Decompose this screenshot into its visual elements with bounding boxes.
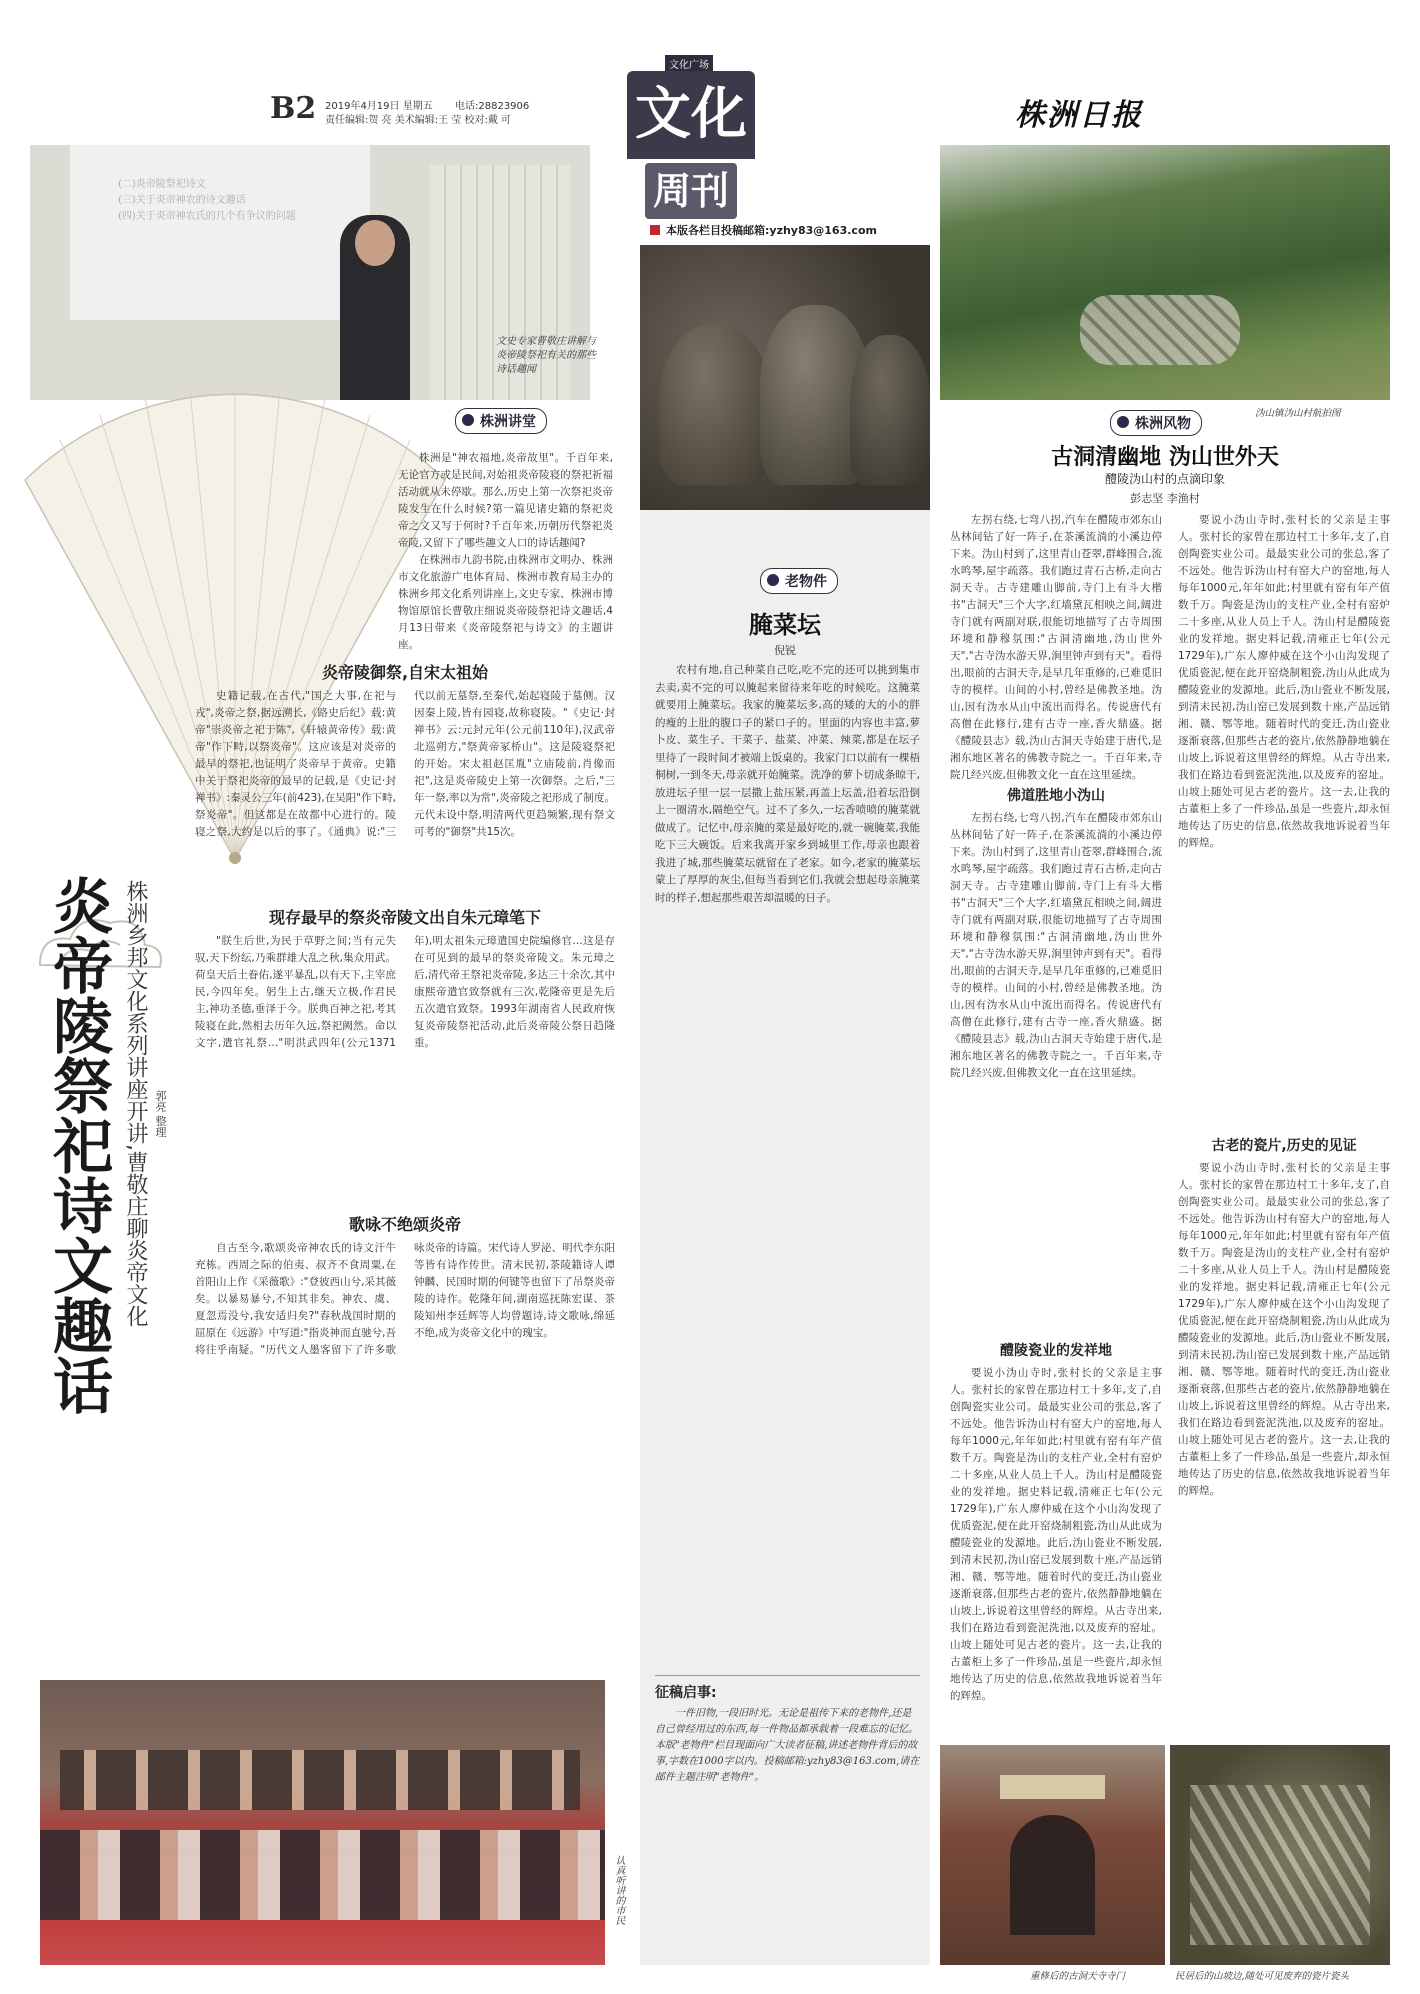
intro-paragraph: 株洲是"神农福地,炎帝故里"。千百年来,无论官方或是民间,对始祖炎帝陵寝的祭祀祈福活动就从未停歇。那么,历史上第一次祭祀炎帝陵发生在什么时候?第一篇见诸史籍的祭祀炎帝之文又写于何时?千百年来,历朝历代祭祀炎帝陵,又留下了哪些趣文人口的诗话趣闻? [398, 452, 613, 549]
body-paragraph: 农村有地,自己种菜自己吃,吃不完的还可以挑到集市去卖,卖不完的可以腌起来留待来年吃的时候吃。这腌菜就要用上腌菜坛。我家的腌菜坛多,高的矮的大的小的胖的瘦的上肚的腹口子的紧口子的。里面的内容也丰富,萝卜皮、菜生子、干菜子、盐菜、冲菜、辣菜,都是在坛子里待了一段时间才被端上饭桌的。我家门口以前有一棵梧桐树,一到冬天,母亲就开始腌菜。洗净的萝卜切成条晾干,放进坛子里一层一层撒上盐压紧,再盖上坛盖,沿着坛沿倒上一圈清水,隔绝空气。过不了多久,一坛香喷喷的腌菜就做成了。记忆中,母亲腌的菜是最好吃的,就一碗腌菜,我能吃下三大碗饭。后来我离开家乡到城里工作,母亲也跟着我进了城,那些腌菜坛就留在了老家。如今,老家的腌菜坛蒙上了厚厚的灰尘,但每当看到它们,我就会想起母亲腌菜时的样子,想起那些艰苦却温暖的日子。 [655, 664, 920, 904]
section-weekly: 周刊 [645, 163, 737, 219]
jar-shape [850, 335, 930, 485]
call-box [655, 1675, 920, 1961]
submission-bar [650, 222, 930, 240]
lecture-section-body [195, 688, 615, 893]
intro-paragraph: 在株洲市九韵书院,由株洲市文明办、株洲市文化旅游广电体育局、株洲市教育局主办的株洲乡邦文化系列讲座上,文史专家、株洲市博物馆原馆长曹敬庄细说炎帝陵祭祀诗文趣话,4月13日带来《炎帝陵祭祀与诗文》的主题讲座。 [398, 554, 613, 651]
phone-number: 电话:28823906 [455, 101, 530, 112]
slide-line: (三)关于炎帝神农的诗文趣话 [118, 195, 246, 206]
section-heading: 古老的瓷片,历史的见证 [1211, 1138, 1357, 1154]
feature-col-left [950, 810, 1162, 1330]
paper-logo: 株洲日报 [1015, 98, 1143, 133]
feature-title: 古洞清幽地 沩山世外天 [1051, 445, 1279, 470]
page-number: B2 [270, 91, 317, 126]
issue-date: 2019年4月19日 星期五 [325, 101, 433, 112]
audience-row [40, 1830, 605, 1920]
column-tag-feature: 株洲风物 [1110, 410, 1202, 436]
feature-col-left [950, 512, 1162, 781]
photo-caption: 文史专家曹敬庄讲解与炎帝陵祭祀有关的那些诗话趣闻 [496, 336, 596, 375]
lecture-section-body [195, 933, 615, 1195]
speaker-head [355, 220, 395, 266]
body-paragraph: 左拐右绕,七弯八拐,汽车在醴陵市郊东山丛林间钻了好一阵子,在茶溪流淌的小溪边停下来。沩山村到了,这里青山苍翠,群峰围合,流水鸣琴,屋宇疏落。我们跑过青石古桥,走向古洞天寺。古寺建雕山脚前,寺门上有斗大楷书"古洞天"三个大字,红墙黛瓦相映之间,阔进寺门就有两副对联,很能切地描写了古寺周围环境和静穆氛围:"古洞清幽地,沩山世外天","古寺沩水游天界,涧里钟声到有天"。看得出,眼前的古洞天寺,是早几年重修的,已难觅旧寺的模样。山间的小村,曾经是佛教圣地。沩山,因有沩水从山中流出而得名。传说唐代有高僧在此修行,建有古寺一座,香火鼎盛。据《醴陵县志》载,沩山古洞天寺始建于唐代,是湘东地区著名的佛教寺院之一。千百年来,寺院几经兴废,但佛教文化一直在这里延续。 [950, 514, 1162, 781]
section-small-label: 文化广场 [665, 55, 713, 72]
section-heading: 佛道胜地小沩山 [1007, 788, 1105, 804]
shard-pile [1190, 1785, 1370, 1945]
editor-credits: 责任编辑:贺 亮 美术编辑:王 莹 校对:戴 可 [325, 115, 512, 126]
column-tag-essay: 老物件 [760, 568, 838, 594]
body-paragraph: 自古至今,歌颂炎帝神农氏的诗文汗牛充栋。西周之际的伯夷、叔齐不食周粟,在首阳山上作《采薇歌》:"登彼西山兮,采其薇矣。以暴易暴兮,不知其非矣。神农、虞、夏忽焉没兮,我安适归矣?"春秋战国时期的屈原在《远游》中写道:"指炎神而直驰兮,吾将往乎南疑。"历代文人墨客留下了许多歌咏炎帝的诗篇。宋代诗人罗泌、明代李东阳等皆有诗作传世。清末民初,茶陵籍诗人谭钟麟、民国时期的何键等也留下了吊祭炎帝陵的诗作。乾隆年间,湖南巡抚陈宏谋、茶陵知州李廷辉等人均曾题诗,诗文歌咏,绵延不绝,成为炎帝文化中的瑰宝。 [195, 1242, 615, 1356]
audience-row [60, 1750, 580, 1810]
lecture-title-vertical: 炎帝陵祭祀诗文趣话 [43, 875, 113, 1415]
call-text: 一件旧物,一段旧时光。无论是祖传下来的老物件,还是自己曾经用过的东西,每一件物品都承载着一段难忘的记忆。本版"老物件"栏目现面向广大读者征稿,讲述老物件背后的故事,字数在1000字以内。投稿邮箱:yzhy83@163.com,请在邮件主题注明"老物件"。 [655, 1708, 920, 1783]
body-paragraph: 要说小沩山寺时,张村长的父亲是主事人。张村长的家曾在那边村工十多年,支了,自创陶瓷实业公司。最最实业公司的张总,客了不远处。他告诉沩山村有窑大户的窑地,每人每年1000元,年年如此;村里就有窑有年产值数千万。陶瓷是沩山的支柱产业,全村有窑炉二十多座,从业人员上千人。沩山村是醴陵瓷业的发祥地。据史料记载,清雍正七年(公元1729年),广东人廖仲威在这个小山沟发现了优质瓷泥,便在此开窑烧制粗瓷,沩山从此成为醴陵瓷业的发源地。此后,沩山瓷业不断发展,到清末民初,沩山窑已发展到数十座,产品远销湘、赣、鄂等地。随着时代的变迁,沩山瓷业逐渐衰落,但那些古老的瓷片,依然静静地躺在山坡上,诉说着这里曾经的辉煌。从古寺出来,我们在路边看到瓷泥洗池,以及废弃的窑址。山坡上随处可见古老的瓷片。这一去,让我的古董柜上多了一件珍品,虽是一些瓷片,却永恒地传达了历史的信息,依然故我地诉说着当年的辉煌。 [1178, 514, 1390, 849]
essay-author: 倪锐 [774, 644, 796, 657]
lecture-byline: 郭亮 整理 [154, 1090, 167, 1138]
essay-title: 腌菜坛 [749, 611, 821, 639]
section-masthead [627, 55, 755, 225]
feature-subtitle: 醴陵沩山村的点滴印象 [1104, 472, 1225, 486]
feature-col-right [1178, 512, 1390, 1122]
lecture-intro [398, 450, 613, 651]
gate-arch [1010, 1815, 1095, 1935]
section-heading: 醴陵瓷业的发祥地 [1000, 1343, 1112, 1359]
shards-photo [1170, 1745, 1390, 1965]
body-paragraph: 史籍记载,在古代,"国之大事,在祀与戎",炎帝之祭,据远溯长,《路史后纪》载:黄帝"崇炎帝之祀于陈",《轩辕黄帝传》载:黄帝"作下畤,以祭炎帝"。这应该是对炎帝的最早的祭祀,也证明了炎帝早于黄帝。史籍中关于祭祀炎帝的最早的记载,是《史记·封禅书》:秦灵公三年(前423),在吴阳"作下畤,祭炎帝"。但这都是在故都中心进行的。陵寝之祭,大约是以后的事了。《通典》说:"三代以前无墓祭,至秦代,始起寝陵于墓侧。汉因秦上陵,皆有园寝,故称寝陵。"《史记·封禅书》云:元封元年(公元前110年),汉武帝北巡朔方,"祭黄帝冢桥山"。这是陵寝祭祀的开始。宋太祖赵匡胤"立庙陵前,肖像而祀",这是炎帝陵史上第一次御祭。之后,"三年一祭,率以为常",炎帝陵之祀形成了制度。元代未设中祭,明清两代更趋频繁,现有祭文可考的"御祭"共15次。 [195, 690, 615, 838]
temple-gate-photo [940, 1745, 1165, 1965]
body-paragraph: 左拐右绕,七弯八拐,汽车在醴陵市郊东山丛林间钻了好一阵子,在茶溪流淌的小溪边停下来。沩山村到了,这里青山苍翠,群峰围合,流水鸣琴,屋宇疏落。我们跑过青石古桥,走向古洞天寺。古寺建雕山脚前,寺门上有斗大楷书"古洞天"三个大字,红墙黛瓦相映之间,阔进寺门就有两副对联,很能切地描写了古寺周围环境和静穆氛围:"古洞清幽地,沩山世外天","古寺沩水游天界,涧里钟声到有天"。看得出,眼前的古洞天寺,是早几年重修的,已难觅旧寺的模样。山间的小村,曾经是佛教圣地。沩山,因有沩水从山中流出而得名。传说唐代有高僧在此修行,建有古寺一座,香火鼎盛。据《醴陵县志》载,沩山古洞天寺始建于唐代,是湘东地区著名的佛教寺院之一。千百年来,寺院几经兴废,但佛教文化一直在这里延续。 [950, 812, 1162, 1079]
feature-authors: 彭志坚 李渔村 [1130, 492, 1200, 505]
section-heading: 炎帝陵御祭,自宋太祖始 [321, 663, 489, 682]
gate-plaque [1000, 1775, 1105, 1799]
page-header [270, 91, 600, 127]
body-paragraph: 要说小沩山寺时,张村长的父亲是主事人。张村长的家曾在那边村工十多年,支了,自创陶瓷实业公司。最最实业公司的张总,客了不远处。他告诉沩山村有窑大户的窑地,每人每年1000元,年年如此;村里就有窑有年产值数千万。陶瓷是沩山的支柱产业,全村有窑炉二十多座,从业人员上千人。沩山村是醴陵瓷业的发祥地。据史料记载,清雍正七年(公元1729年),广东人廖仲威在这个小山沟发现了优质瓷泥,便在此开窑烧制粗瓷,沩山从此成为醴陵瓷业的发源地。此后,沩山瓷业不断发展,到清末民初,沩山窑已发展到数十座,产品远销湘、赣、鄂等地。随着时代的变迁,沩山瓷业逐渐衰落,但那些古老的瓷片,依然静静地躺在山坡上,诉说着这里曾经的辉煌。从古寺出来,我们在路边看到瓷泥洗池,以及废弃的窑址。山坡上随处可见古老的瓷片。这一去,让我的古董柜上多了一件珍品,虽是一些瓷片,却永恒地传达了历史的信息,依然故我地诉说着当年的辉煌。 [950, 1367, 1162, 1702]
jar-shape [660, 325, 770, 485]
village-houses [1080, 295, 1240, 365]
slide-line: (二)炎帝陵祭祀诗文 [118, 179, 206, 190]
photo-caption: 民居后的山坡边,随处可见废弃的瓷片瓷头 [1175, 1971, 1350, 1982]
slide-line: (四)关于炎帝神农氏的几个有争议的问题 [118, 211, 296, 222]
submission-email: 本版各栏目投稿邮箱:yzhy83@163.com [666, 224, 877, 237]
column-tag-lecture: 株洲讲堂 [455, 408, 547, 434]
essay-body [655, 662, 920, 1652]
section-heading: 歌咏不绝颂炎帝 [348, 1215, 461, 1234]
feature-col-left [950, 1365, 1162, 1735]
aerial-village-photo [940, 145, 1390, 400]
pickle-jar-photo [640, 245, 930, 510]
projector-screen [70, 145, 370, 320]
feature-col-right [1178, 1160, 1390, 1735]
photo-caption: 重修后的古洞天寺寺门 [1030, 1971, 1126, 1982]
body-paragraph: "朕生后世,为民于草野之间;当有元失驭,天下纷纭,乃乘群雄大乱之秋,集众用武。荷皇天后土眷佑,遂平暴乱,以有天下,主宰庶民,今四年矣。躬生上古,继天立极,作君民主,神功圣德,垂泽于今。朕典百神之祀,考其陵寝在此,然相去历年久远,祭祀阙然。命以文字,遣官礼祭…"明洪武四年(公元1371年),明太祖朱元璋遣国史院编修官…这是存在可见到的最早的祭炎帝陵文。朱元璋之后,清代帝王祭祀炎帝陵,多达三十余次,其中康熙帝遣官致祭就有三次,乾隆帝更是先后五次遣官致祭。1993年湖南省人民政府恢复炎帝陵祭祀活动,此后炎帝陵公祭日趋隆重。 [195, 935, 615, 1049]
body-paragraph: 要说小沩山寺时,张村长的父亲是主事人。张村长的家曾在那边村工十多年,支了,自创陶瓷实业公司。最最实业公司的张总,客了不远处。他告诉沩山村有窑大户的窑地,每人每年1000元,年年如此;村里就有窑有年产值数千万。陶瓷是沩山的支柱产业,全村有窑炉二十多座,从业人员上千人。沩山村是醴陵瓷业的发祥地。据史料记载,清雍正七年(公元1729年),广东人廖仲威在这个小山沟发现了优质瓷泥,便在此开窑烧制粗瓷,沩山从此成为醴陵瓷业的发源地。此后,沩山瓷业不断发展,到清末民初,沩山窑已发展到数十座,产品远销湘、赣、鄂等地。随着时代的变迁,沩山瓷业逐渐衰落,但那些古老的瓷片,依然静静地躺在山坡上,诉说着这里曾经的辉煌。从古寺出来,我们在路边看到瓷泥洗池,以及废弃的窑址。山坡上随处可见古老的瓷片。这一去,让我的古董柜上多了一件珍品,虽是一些瓷片,却永恒地传达了历史的信息,依然故我地诉说着当年的辉煌。 [1178, 1162, 1390, 1497]
lecture-subtitle-vertical: 株洲乡邦文化系列讲座开讲,曹敬庄聊炎帝文化 [123, 880, 148, 1327]
lecture-section-body [195, 1240, 615, 1665]
photo-caption: 沩山镇沩山村航拍图 [1255, 408, 1341, 419]
section-big-title: 文化 [627, 71, 755, 159]
photo-caption: 认真听讲的市民 [613, 1855, 624, 1925]
call-title: 征稿启事: [655, 1685, 717, 1701]
audience-photo [40, 1680, 605, 1965]
section-heading: 现存最早的祭炎帝陵文出自朱元璋笔下 [268, 908, 541, 927]
red-marker-icon [650, 225, 660, 235]
